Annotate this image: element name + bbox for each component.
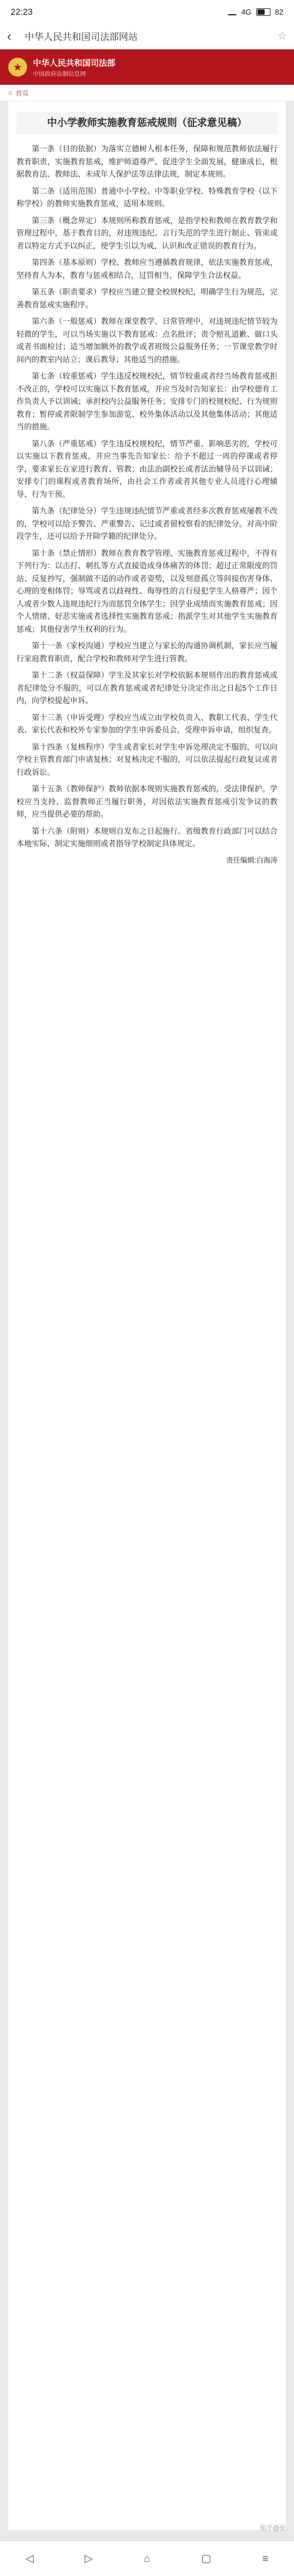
battery-level: 82 xyxy=(275,7,283,16)
banner-name: 中华人民共和国司法部 xyxy=(33,58,115,68)
home-icon[interactable]: ⌂ xyxy=(8,89,12,97)
article xyxy=(8,101,286,2530)
back-icon[interactable]: ◁ xyxy=(25,2552,34,2564)
article-paragraph: 第十六条（附则）本规则自发布之日起施行。省级教育行政部门可以结合本地实际，制定实施细则或者指导学校制定具体规定。 xyxy=(16,826,278,848)
home-link[interactable]: 首页 xyxy=(15,89,29,97)
article-paragraph: 第十二条（权益保障）学生及其家长对学校依据本规则作出的教育惩戒或者纪律处分不服的，可以在教育惩戒或者纪律处分决定作出之日起5个工作日内，向学校提起申诉。 xyxy=(16,671,278,705)
article-paragraph: 第三条（概念界定）本规则所称教育惩戒，是指学校和教师在教育教学和管理过程中，基于教育目的，对违规违纪、言行失范的学生进行制止、管束或者以特定方式予以纠正，使学生引以为戒，认识和改正错误的教育行为。 xyxy=(16,216,278,250)
nav-strip xyxy=(0,85,294,101)
article-paragraph: 第十四条（复核程序）学生或者家长对学生申诉处理决定不服的，可以向学校主管教育部门申请复核；对复核决定不服的，可以依法提起行政复议或者行政诉讼。 xyxy=(16,742,278,777)
tabs-icon[interactable]: ▢ xyxy=(201,2552,212,2564)
browser-address-bar xyxy=(0,24,294,49)
article-paragraph: 第十三条（申诉受理）学校应当成立由学校负责人、教职工代表、学生代表、家长代表和校外专家参加的学生申诉委员会，受理申诉申请，组织复查。 xyxy=(16,712,278,734)
article-paragraph: 第十五条（教师保护）教师依据本规则实施教育惩戒的，受法律保护。学校应当支持、监督教师正当履行职务，对因依法实施教育惩戒引发争议的教师，应当提供必要的帮助。 xyxy=(16,784,278,818)
status-bar xyxy=(0,0,294,24)
article-paragraph: 第二条（适用范围）普通中小学校、中等职业学校、特殊教育学校（以下称学校）的教师实施教育惩戒，适用本规则。 xyxy=(16,186,278,208)
watermark: 知乎@张 xyxy=(259,2525,286,2532)
article-paragraph: 第七条（较重惩戒）学生违反校规校纪，情节较重或者经当场教育惩戒拒不改正的，学校可以实施以下教育惩戒，并应当及时告知家长：由学校德育工作负责人予以训诫；承担校内公益服务任务；安排专门的校规校纪、行为规则教育；暂停或者限制学生参加游览、校外集体活动以及其他集体活动；其他适当的措施。 xyxy=(16,372,278,431)
status-icons xyxy=(228,8,283,16)
network-type: 4G xyxy=(241,7,252,16)
article-paragraph: 第四条（基本原则）学校、教师应当遵循教育规律，依法实施教育惩戒，坚持育人为本，教育与惩戒相结合，过罚相当，保障学生合法权益。 xyxy=(16,258,278,280)
menu-icon[interactable]: ≡ xyxy=(262,2552,269,2564)
article-title: 中小学教师实施教育惩戒规则（征求意见稿） xyxy=(16,112,278,134)
banner-sub: 中国政府法制信息网 xyxy=(33,71,86,78)
home-nav-icon[interactable]: ⌂ xyxy=(143,2552,151,2564)
battery-icon xyxy=(256,8,270,16)
article-paragraph: 第八条（严重惩戒）学生违反校规校纪，情节严重、影响恶劣的，学校可以实施以下教育惩戒，并应当事先告知家长：给予不超过一周的停课或者停学，要求家长在家进行教育、管教；由法治副校长或者法治辅导员予以训诫；安排专门的课程或者教育场所，由社会工作者或者其他专业人员进行心理辅导、行为干预。 xyxy=(16,439,278,499)
back-arrow-icon[interactable]: ‹ xyxy=(7,28,12,44)
article-paragraph: 第五条（职责要求）学校应当建立健全校规校纪，明确学生行为规范，完善教育惩戒实施程序。 xyxy=(16,287,278,309)
national-emblem-icon: ★ xyxy=(8,58,27,77)
article-paragraph: 第十条（禁止情形）教师在教育教学管理、实施教育惩戒过程中，不得有下列行为：以击打、刺扎等方式直接造成身体痛苦的体罚；超过正常限度的罚站、反复抄写，强制做不适的动作或者姿势，以及刻意孤立等间接伤害身体、心理的变相体罚；辱骂或者以歧视性、侮辱性的言行侵犯学生人格尊严；因个人或者少数人违规违纪行为而惩罚全体学生；因学业成绩而实施教育惩戒；因个人情绪、好恶实施或者选择性实施教育惩戒；指派学生对其他学生实施教育惩戒；其他侵害学生权利的行为。 xyxy=(16,548,278,634)
article-paragraph: 第十一条（家校沟通）学校应当建立与家长的沟通协调机制，家长应当履行家庭教育职责，配合学校和教师对学生进行管教。 xyxy=(16,641,278,663)
signal-icon xyxy=(228,8,236,15)
article-paragraph: 第一条（目的依据）为落实立德树人根本任务，保障和规范教师依法履行教育职责，实施教育惩戒，维护师道尊严，促进学生全面发展，健康成长，根据教育法、教师法、未成年人保护法等法律法规，制定本规则。 xyxy=(16,144,278,178)
article-body xyxy=(16,142,278,850)
site-banner xyxy=(0,49,294,85)
forward-icon[interactable]: ▷ xyxy=(85,2552,93,2564)
article-paragraph: 第六条（一般惩戒）教师在课堂教学、日常管理中，对违规违纪情节较为轻微的学生，可以当场实施以下教育惩戒：点名批评；责令赔礼道歉、做口头或者书面检讨；适当增加额外的教学或者班级公益服务任务；一节课堂教学时间内的教室内站立；课后教导；其他适当的措施。 xyxy=(16,317,278,364)
article-paragraph: 第九条（纪律处分）学生违规违纪情节严重或者经多次教育惩戒屡教不改的，学校可以给予警告、严重警告、记过或者留校察看的纪律处分。对高中阶段学生，还可以给予开除学籍的纪律处分。 xyxy=(16,506,278,541)
article-editor: 责任编辑:白海涛 xyxy=(226,856,278,864)
browser-bottom-bar xyxy=(0,2541,294,2576)
bookmark-icon[interactable]: ☆ xyxy=(277,30,287,42)
banner-text xyxy=(33,57,115,78)
page-title[interactable]: 中华人民共和国司法部网站 xyxy=(25,32,138,42)
status-time: 22:23 xyxy=(11,6,33,17)
